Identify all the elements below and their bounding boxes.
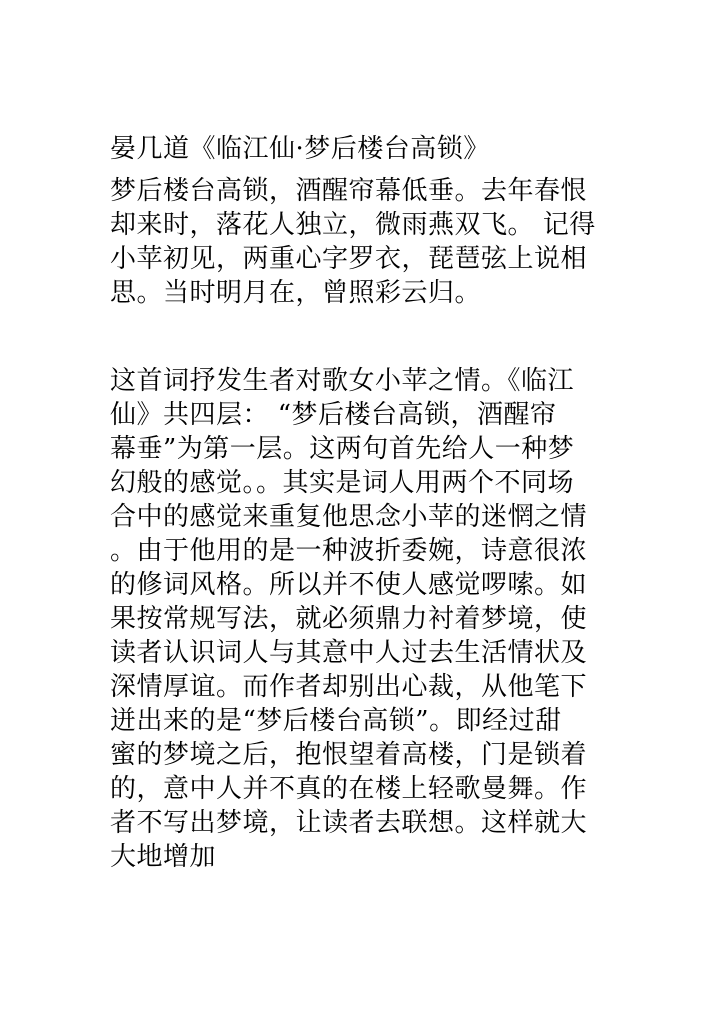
poem-line: 思。当时明月在，曾照彩云归。	[110, 278, 482, 308]
document-title: 晏几道《临江仙·梦后楼台高锁》	[110, 134, 490, 164]
commentary-line: 迸出来的是“梦后楼台高锁”。即经过甜	[110, 706, 562, 736]
commentary-line: 幻般的感觉。。其实是词人用两个不同场	[110, 468, 575, 498]
commentary-line: 幕垂”为第一层。这两句首先给人一种梦	[110, 434, 575, 464]
commentary-line: 果按常规写法，就必须鼎力衬着梦境，使	[110, 604, 588, 634]
commentary-line: 的修词风格。所以并不使人感觉啰嗦。如	[110, 570, 588, 600]
commentary-line: 合中的感觉来重复他思念小苹的迷惘之情	[110, 502, 588, 532]
commentary-line: 读者认识词人与其意中人过去生活情状及	[110, 638, 588, 668]
commentary-line: 仙》共四层： “梦后楼台高锁，酒醒帘	[110, 400, 557, 430]
commentary-line: 深情厚谊。而作者却别出心裁，从他笔下	[110, 672, 588, 702]
commentary-line: 。由于他用的是一种波折委婉，诗意很浓	[110, 536, 588, 566]
poem-line: 小苹初见，两重心字罗衣，琵琶弦上说相	[110, 244, 588, 274]
commentary-line: 蜜的梦境之后，抱恨望着高楼，门是锁着	[110, 740, 588, 770]
poem-line: 梦后楼台高锁，酒醒帘幕低垂。去年春恨	[110, 176, 588, 206]
commentary-line: 者不写出梦境，让读者去联想。这样就大	[110, 808, 588, 838]
commentary-line: 这首词抒发生者对歌女小苹之情。《临江	[110, 366, 575, 396]
commentary-line: 大地增加	[110, 842, 217, 872]
poem-line: 却来时，落花人独立，微雨燕双飞。 记得	[110, 210, 596, 240]
commentary-line: 的，意中人并不真的在楼上轻歌曼舞。作	[110, 774, 588, 804]
